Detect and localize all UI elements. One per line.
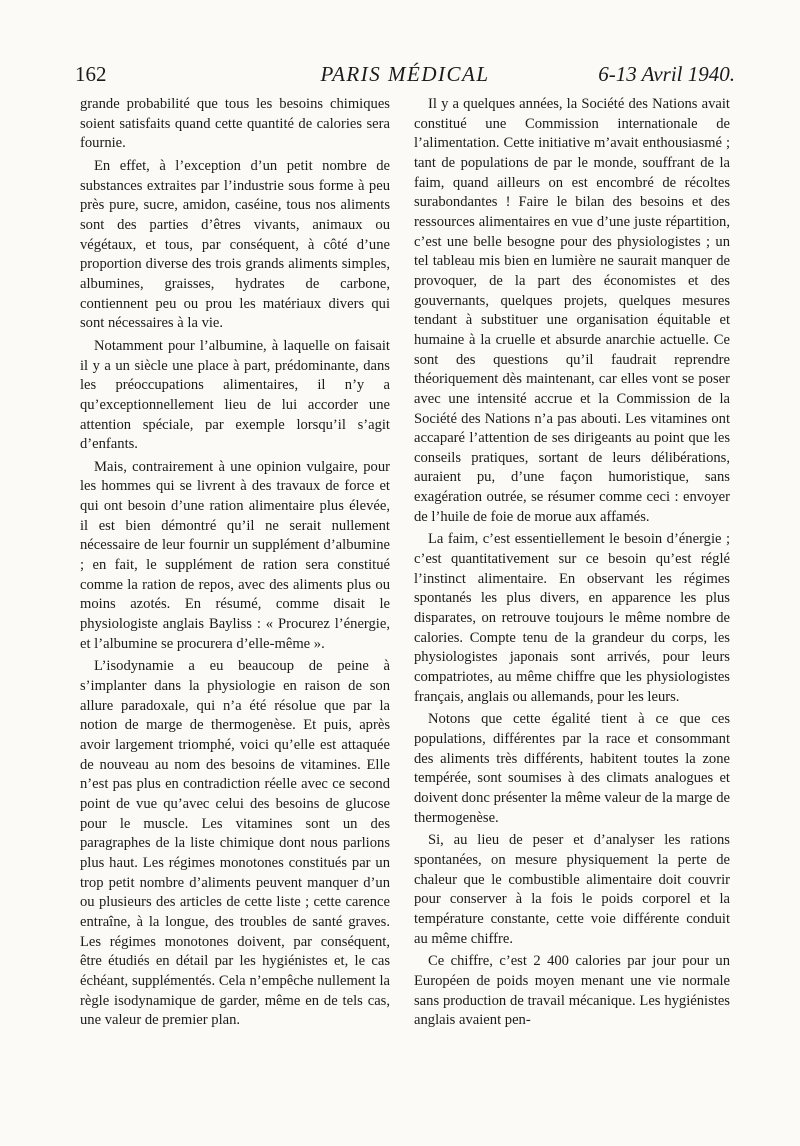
issue-date: 6-13 Avril 1940. (598, 62, 735, 86)
paragraph: grande probabilité que tous les besoins chimiques soient satisfaits quand cette quantité de calories sera fournie. (80, 96, 390, 152)
paragraph: En effet, à l’exception d’un petit nombre de substances extraites par l’industrie sous forme à peu près pure, sucre, amidon, caséine, tous nos aliments sont des parties d’êtres vivants, animaux ou végétaux, et tous, par conséquent, à côté d’une proportion diverse des trois grands aliments simples, albumines, graisses, hydrates de carbone, contiennent peu ou prou les matériaux divers qui sont nécessaires à la vie. (80, 157, 390, 332)
paragraph: Notamment pour l’albumine, à laquelle on faisait il y a un siècle une place à part, prédominante, dans les préoccupations alimentaires, il n’y a qu’exceptionnellement lieu de lui accorder une attention spéciale, par exemple lorsqu’il s’agit d’enfants. (80, 337, 390, 453)
paragraph: Ce chiffre, c’est 2 400 calories par jour pour un Européen de poids moyen menant une vie normale sans production de travail mécanique. Les hygiénistes anglais avaient pen- (414, 953, 730, 1029)
journal-title: PARIS MÉDICAL (320, 62, 490, 86)
page-number: 162 (75, 62, 107, 86)
left-column (80, 95, 390, 1034)
running-header (75, 62, 735, 86)
right-column (414, 95, 730, 1034)
paragraph: Mais, contrairement à une opinion vulgaire, pour les hommes qui se livrent à des travaux de force et qui ont besoin d’une ration alimentaire plus élevée, il est bien démontré qu’il ne serait nullement nécessaire de leur fournir un supplément d’albumine ; en fait, le supplément de ration sera constitué comme la ration de repos, avec des aliments plus ou moins azotés. En résumé, comme disait le physiologiste anglais Bayliss : « Procurez l’énergie, et l’albumine se procurera d’elle-même ». (80, 458, 390, 652)
paragraph: L’isodynamie a eu beaucoup de peine à s’implanter dans la physiologie en raison de son allure paradoxale, qui n’a été résolue que par la notion de marge de thermogenèse. Et puis, après avoir largement triomphé, voici qu’elle est attaquée de nouveau au nom des besoins de vitamines. Elle n’est pas plus en contradiction réelle avec ce second point de vue qu’avec celui des besoins de glucose pour le muscle. Les vitamines sont un des paragraphes de la liste chimique dont nous parlions plus haut. Les régimes monotones constitués par un trop petit nombre d’aliments peuvent manquer d’un ou plusieurs des articles de cette liste ; cette carence entraîne, à la longue, des troubles de santé graves. Les régimes monotones doivent, par conséquent, être étudiés en détail par les hygiénistes et, le cas échéant, supplémentés. Cela n’empêche nullement la règle isodynamique de garder, même en de tels cas, une valeur de premier plan. (80, 658, 390, 1029)
paragraph: Notons que cette égalité tient à ce que ces populations, différentes par la race et consommant des aliments très différents, habitent toutes la zone tempérée, sont soumises à des climats analogues et doivent donc présenter la même valeur de la marge de thermogenèse. (414, 711, 730, 826)
paragraph: Il y a quelques années, la Société des Nations avait constitué une Commission internationale de l’alimentation. Cette initiative m’avait enthousiasmé ; tant de populations de par le monde, souffrant de la faim, quand ailleurs on est encombré de récoltes surabondantes ! Faire le bilan des besoins et des ressources alimentaires en vue d’une juste répartition, c’est une belle besogne pour des physiologistes ; un tel tableau mis bien en lumière ne saurait manquer de provoquer, de la part des économistes et des gouvernants, quelques projets, quelques mesures tendant à substituer une organisation équitable et humaine à la cruelle et absurde anarchie actuelle. Ce sont des questions qu’il faudrait reprendre théoriquement dès maintenant, car elles vont se poser avec une intensité accrue et la Commission de la Société des Nations n’a pas abouti. Les vitamines ont accaparé l’attention de ses dirigeants au point que les conseils pratiques, sortant de leurs délibérations, auraient pu, d’une façon humoristique, sans exagération outrée, se résumer comme ceci : envoyer de l’huile de foie de morue aux affamés. (414, 96, 730, 525)
paragraph: Si, au lieu de peser et d’analyser les rations spontanées, on mesure physiquement la perte de chaleur que le combustible alimentaire doit couvrir pour conserver à la fois le poids corporel et la température constante, cette voie différente conduit au même chiffre. (414, 832, 730, 947)
paragraph: La faim, c’est essentiellement le besoin d’énergie ; c’est quantitativement sur ce besoin qu’est réglé l’instinct alimentaire. En observant les régimes spontanés les plus divers, en apparence les plus disparates, on retrouve toujours le même nombre de calories. Compte tenu de la grandeur du corps, les physiologistes japonais sont arrivés, pour leurs compatriotes, au même chiffre que les physiologistes français, anglais ou allemands, pour les leurs. (414, 531, 730, 705)
